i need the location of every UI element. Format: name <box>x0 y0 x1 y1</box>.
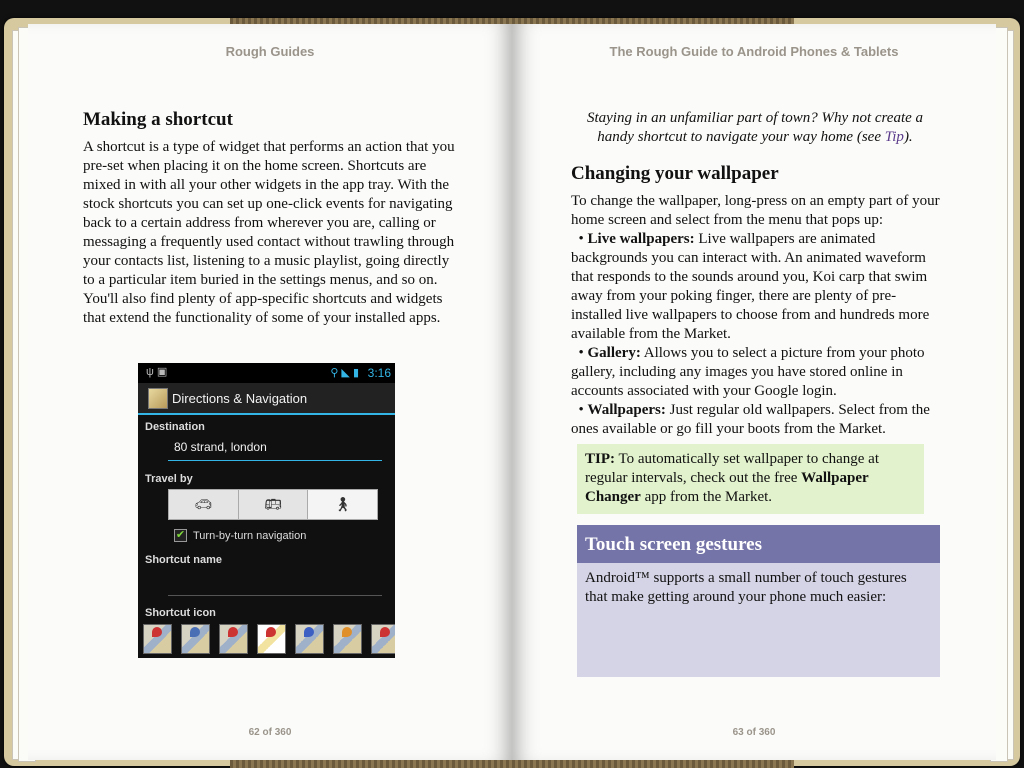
tip-box <box>577 444 924 514</box>
wallpaper-lead: To change the wallpaper, long-press on an empty part of your home screen and select from the menu that pops up: <box>571 193 940 228</box>
shortcut-icon-option <box>371 624 395 654</box>
shortcut-icon-option <box>295 624 324 654</box>
gestures-box-body: Android™ supports a small number of touch gestures that make getting around your phone much easier: <box>577 563 940 677</box>
shortcut-icon-option <box>219 624 248 654</box>
bullet-gallery: • Gallery: Allows you to select a picture from your photo gallery, including any images you have stored online in accounts associated with your Google login. <box>571 345 925 399</box>
phone-title-bar <box>138 383 395 415</box>
shortcut-icon-label: Shortcut icon <box>145 607 216 619</box>
bullet-term: Live wallpapers: <box>587 231 695 247</box>
tip-text-end: app from the Market. <box>640 489 773 505</box>
car-icon: 🚗︎ <box>169 490 239 519</box>
bullet-wallpapers: • Wallpapers: Just regular old wallpapers. Select from the ones available or go fill your boots from the Market. <box>571 402 930 437</box>
right-page-number: 63 of 360 <box>732 727 776 738</box>
bullet-term: Gallery: <box>587 345 641 361</box>
shortcut-name-input <box>168 575 382 596</box>
caption-end: ). <box>903 129 913 145</box>
usb-icon: ψ ▣ <box>146 366 168 378</box>
maps-icon <box>148 388 168 409</box>
bus-icon: 🚌︎ <box>239 490 309 519</box>
shortcut-paragraph: A shortcut is a type of widget that performs an action that you pre-set when placing it on the home screen. Shortcuts are mixed in with all your other widgets in the app tray. With the stock shortcuts you can set up one-click events for navigating back to a certain address from wherever you are, calling or messaging a frequently used contact without trawling through your contacts list, listening to a music playlist, going directly to a particular item buried in the settings menus, and so on. You'll also find plenty of app-specific shortcuts and widgets that extend the functionality of some of your installed apps. <box>83 139 455 326</box>
right-page[interactable] <box>512 24 996 760</box>
section-heading-wallpaper: Changing your wallpaper <box>571 163 779 184</box>
phone-title: Directions & Navigation <box>172 391 308 406</box>
phone-screenshot <box>138 363 395 658</box>
gestures-box-heading: Touch screen gestures <box>577 525 940 563</box>
left-page[interactable] <box>28 24 512 760</box>
tip-link[interactable]: Tip <box>884 129 904 145</box>
tip-label: TIP: <box>585 451 615 467</box>
travel-mode-selector <box>168 489 378 520</box>
bullet-text: Just regular old wallpapers. Select from the ones available or go fill your boots from the Market. <box>571 402 930 437</box>
walking-icon: 🚶︎ <box>308 490 377 519</box>
shortcut-icon-option <box>181 624 210 654</box>
tip-app-name: Wallpaper Changer <box>585 470 869 505</box>
phone-status-bar <box>138 363 395 383</box>
turn-by-turn-checkbox: ✔ <box>175 529 186 541</box>
bullet-text: Live wallpapers are animated backgrounds you can interact with. An animated waveform that responds to the sounds around you, Koi carp that swim away from your poking finger, there are plenty of pre-installed live wallpapers to choose from and hundreds more available from the Market. <box>571 231 930 342</box>
bullet-term: Wallpapers: <box>587 402 666 418</box>
destination-label: Destination <box>145 421 205 433</box>
section-heading-making-shortcut: Making a shortcut <box>83 109 233 130</box>
shortcut-icon-option <box>333 624 362 654</box>
status-time: 3:16 <box>367 366 391 380</box>
shortcut-name-label: Shortcut name <box>145 554 223 566</box>
turn-by-turn-label: Turn-by-turn navigation <box>193 530 307 542</box>
signal-icon: ⚲ ◣ ▮ <box>330 367 359 379</box>
travel-by-label: Travel by <box>145 473 193 485</box>
tip-text: To automatically set wallpaper to change at regular intervals, check out the free <box>585 451 879 486</box>
shortcut-icon-option <box>143 624 172 654</box>
caption-intro <box>570 109 940 147</box>
wallpaper-section <box>571 192 943 439</box>
left-running-head: Rough Guides <box>225 44 315 59</box>
shortcut-icon-row <box>143 624 395 654</box>
right-running-head: The Rough Guide to Android Phones & Tablets <box>609 44 899 59</box>
shortcut-icon-option <box>257 624 286 654</box>
book-cover-bottom-edge <box>230 760 794 768</box>
bullet-text: Allows you to select a picture from your photo gallery, including any images you have stored online in accounts associated with your Google login. <box>571 345 925 399</box>
bullet-live-wallpapers: • Live wallpapers: Live wallpapers are animated backgrounds you can interact with. An animated waveform that responds to the sounds around you, Koi carp that swim away from your poking finger, there are plenty of pre-installed live wallpapers to choose from and hundreds more available from the Market. <box>571 231 930 342</box>
left-page-number: 62 of 360 <box>248 727 292 738</box>
caption-text: Staying in an unfamiliar part of town? Why not create a handy shortcut to navigate your way home (see <box>586 110 924 145</box>
destination-input: 80 strand, london <box>168 440 382 461</box>
